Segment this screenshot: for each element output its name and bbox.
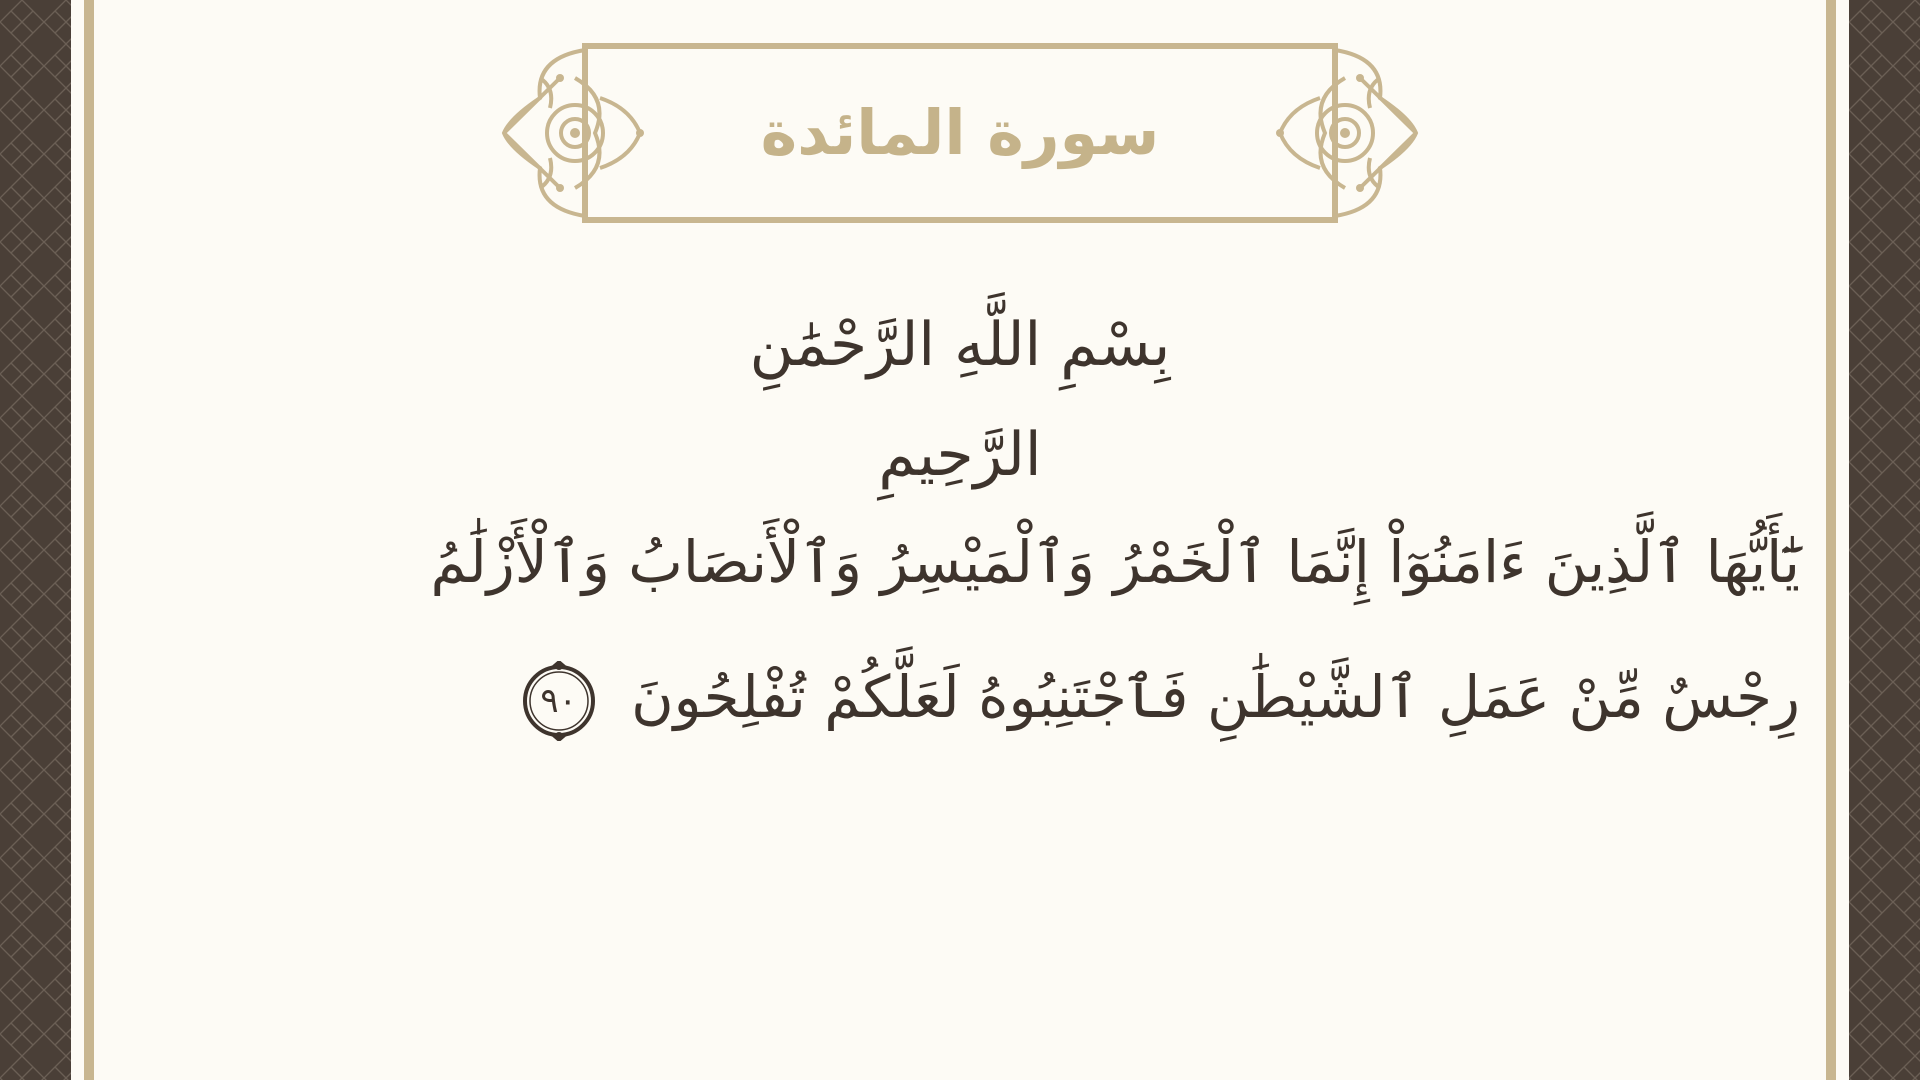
right-border-pattern	[1849, 0, 1920, 1080]
geometric-pattern-icon	[0, 0, 71, 1080]
ayah-number: ٩٠	[540, 680, 577, 721]
geometric-pattern-icon	[1849, 0, 1920, 1080]
surah-title-frame	[500, 38, 1420, 228]
right-gold-rule	[1826, 0, 1836, 1080]
surah-title: سورة المائدة	[760, 96, 1160, 169]
left-gold-rule	[84, 0, 94, 1080]
verse-line-2-text: رِجْسٌ مِّنْ عَمَلِ ٱلشَّيْطَٰنِ فَٱجْتَنِبُوهُ لَعَلَّكُمْ تُفْلِحُونَ	[631, 663, 1800, 731]
verse-line-2	[360, 630, 1800, 765]
verse-line-1: يَٰٓأَيُّهَا ٱلَّذِينَ ءَامَنُوٓاْ إِنَّمَا ٱلْخَمْرُ وَٱلْمَيْسِرُ وَٱلْأَنصَابُ وَٱلْأَزْلَٰمُ	[430, 528, 1800, 596]
basmala: بِسْمِ اللَّهِ الرَّحْمَٰنِ الرَّحِيمِ	[749, 310, 1171, 490]
left-border-pattern	[0, 0, 71, 1080]
verse-text	[360, 495, 1800, 765]
ayah-end-marker	[519, 661, 599, 741]
